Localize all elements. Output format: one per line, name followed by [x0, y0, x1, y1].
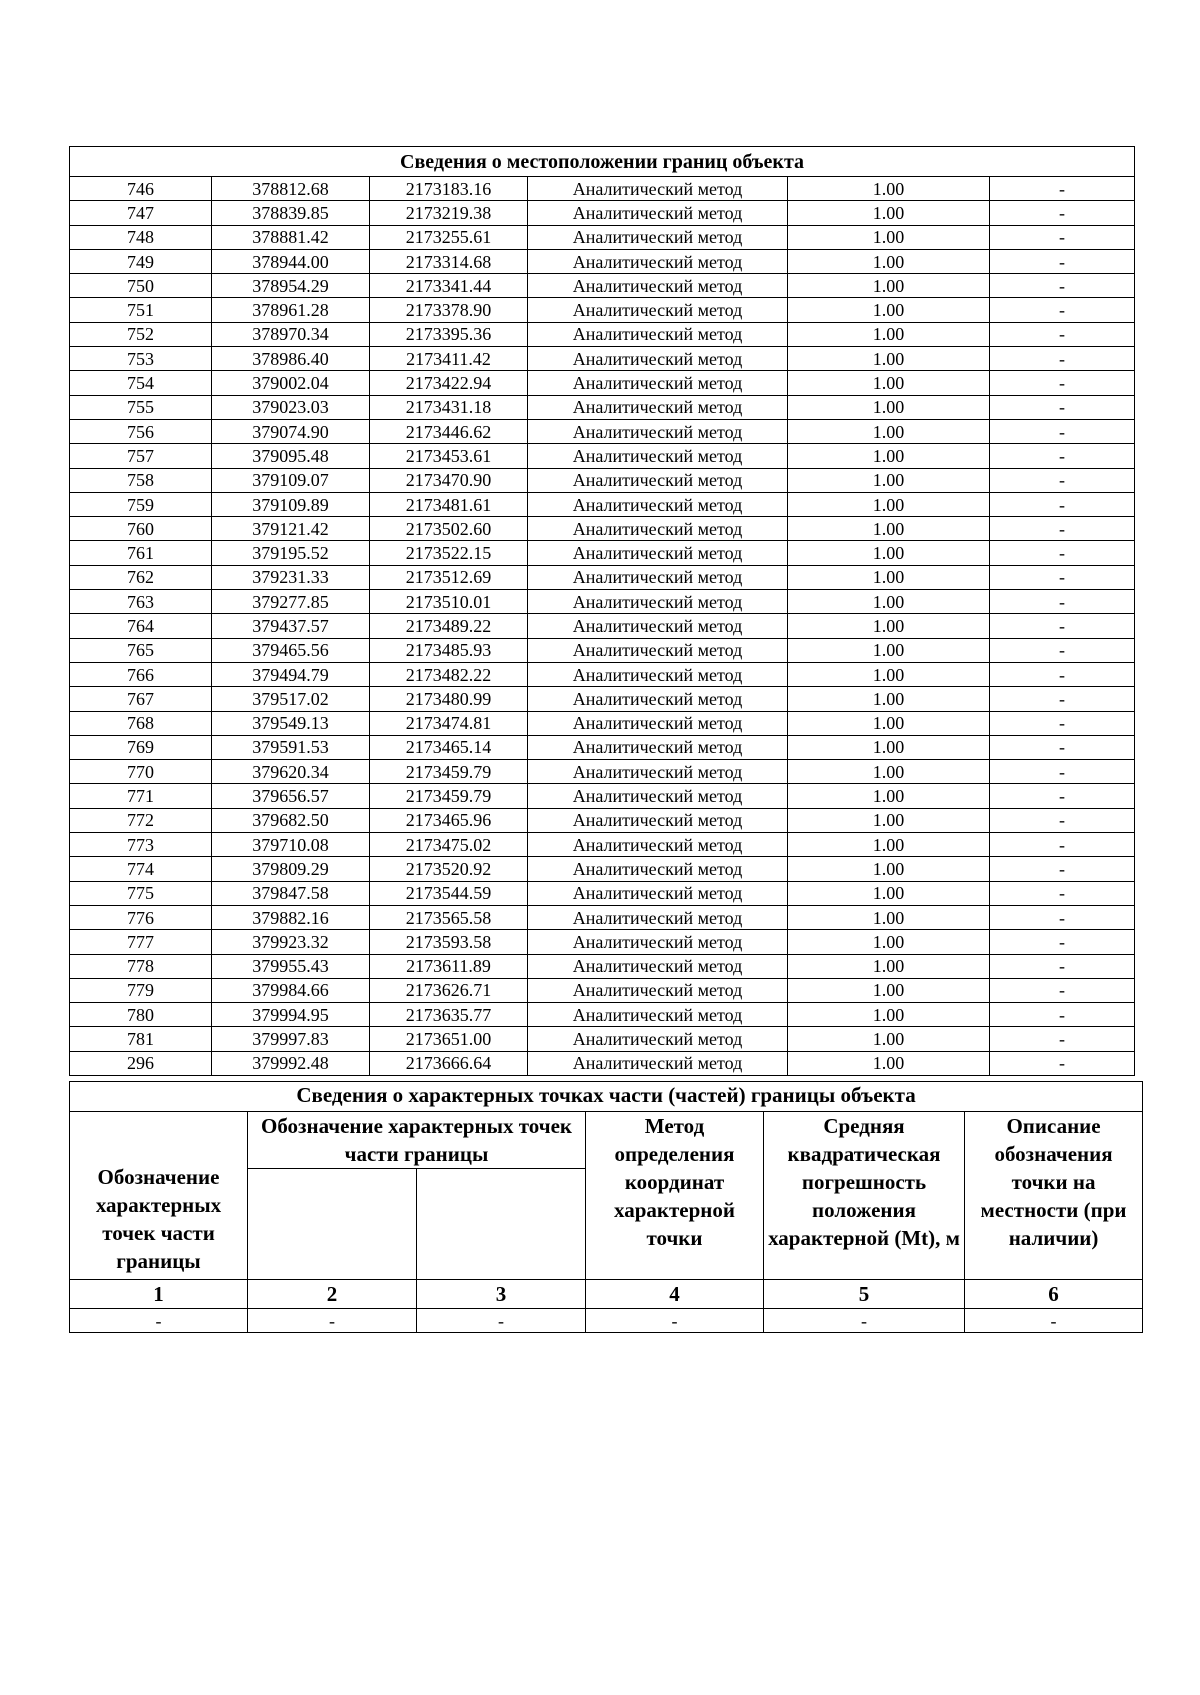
coord-y-cell: 2173465.96: [370, 808, 528, 832]
column-number: 5: [764, 1280, 965, 1309]
table-row: [70, 784, 1135, 808]
coord-y-cell: 2173395.36: [370, 322, 528, 346]
description-cell: -: [990, 468, 1135, 492]
coord-y-cell: 2173565.58: [370, 905, 528, 929]
method-cell: Аналитический метод: [528, 857, 788, 881]
table-row: [70, 249, 1135, 273]
method-cell: Аналитический метод: [528, 225, 788, 249]
coord-x-cell: 379095.48: [212, 444, 370, 468]
coord-x-cell: 379002.04: [212, 371, 370, 395]
method-cell: Аналитический метод: [528, 395, 788, 419]
mean-error-cell: 1.00: [788, 492, 990, 516]
coord-x-cell: 378839.85: [212, 201, 370, 225]
mean-error-cell: 1.00: [788, 857, 990, 881]
coord-y-cell: 2173474.81: [370, 711, 528, 735]
point-number-cell: 758: [70, 468, 212, 492]
table-row: [70, 1051, 1135, 1075]
coord-y-cell: 2173183.16: [370, 177, 528, 201]
mean-error-cell: 1.00: [788, 590, 990, 614]
coord-x-cell: 379955.43: [212, 954, 370, 978]
coord-x-cell: 379882.16: [212, 905, 370, 929]
mean-error-cell: 1.00: [788, 687, 990, 711]
method-cell: Аналитический метод: [528, 541, 788, 565]
mean-error-cell: 1.00: [788, 808, 990, 832]
method-cell: Аналитический метод: [528, 419, 788, 443]
point-number-cell: 749: [70, 249, 212, 273]
table-row: [70, 833, 1135, 857]
coord-x-cell: 379437.57: [212, 614, 370, 638]
table-row: [70, 419, 1135, 443]
method-cell: Аналитический метод: [528, 954, 788, 978]
parts-cell: -: [764, 1309, 965, 1333]
point-number-cell: 761: [70, 541, 212, 565]
coord-x-cell: 378881.42: [212, 225, 370, 249]
table-row: [70, 225, 1135, 249]
parts-cell: -: [70, 1309, 248, 1333]
mean-error-cell: 1.00: [788, 347, 990, 371]
point-number-cell: 765: [70, 638, 212, 662]
mean-error-cell: 1.00: [788, 881, 990, 905]
parts-table-title: Сведения о характерных точках части (частей) границы объекта: [70, 1082, 1143, 1112]
description-cell: -: [990, 711, 1135, 735]
coord-x-cell: 379682.50: [212, 808, 370, 832]
coord-x-cell: 378954.29: [212, 274, 370, 298]
mean-error-cell: 1.00: [788, 225, 990, 249]
point-number-cell: 764: [70, 614, 212, 638]
table-row: [70, 1309, 1143, 1333]
coord-y-cell: 2173489.22: [370, 614, 528, 638]
header-subcol-2: [248, 1169, 417, 1280]
description-cell: -: [990, 395, 1135, 419]
point-number-cell: 777: [70, 930, 212, 954]
point-number-cell: 781: [70, 1027, 212, 1051]
point-number-cell: 779: [70, 978, 212, 1002]
header-subcol-3: [417, 1169, 586, 1280]
coord-x-cell: 378986.40: [212, 347, 370, 371]
description-cell: -: [990, 225, 1135, 249]
coord-y-cell: 2173520.92: [370, 857, 528, 881]
point-number-cell: 752: [70, 322, 212, 346]
point-number-cell: 754: [70, 371, 212, 395]
coord-y-cell: 2173422.94: [370, 371, 528, 395]
mean-error-cell: 1.00: [788, 662, 990, 686]
mean-error-cell: 1.00: [788, 1051, 990, 1075]
mean-error-cell: 1.00: [788, 517, 990, 541]
coord-y-cell: 2173480.99: [370, 687, 528, 711]
description-cell: -: [990, 954, 1135, 978]
header-mean-error: Средняя квадратическая погрешность положения характерной (Mt), м: [764, 1112, 965, 1280]
coord-y-cell: 2173611.89: [370, 954, 528, 978]
coord-x-cell: 379847.58: [212, 881, 370, 905]
description-cell: -: [990, 249, 1135, 273]
mean-error-cell: 1.00: [788, 614, 990, 638]
coord-y-cell: 2173482.22: [370, 662, 528, 686]
point-number-cell: 747: [70, 201, 212, 225]
mean-error-cell: 1.00: [788, 541, 990, 565]
coord-x-cell: 379074.90: [212, 419, 370, 443]
coord-y-cell: 2173544.59: [370, 881, 528, 905]
coord-x-cell: 379517.02: [212, 687, 370, 711]
column-number: 1: [70, 1280, 248, 1309]
mean-error-cell: 1.00: [788, 468, 990, 492]
point-number-cell: 750: [70, 274, 212, 298]
mean-error-cell: 1.00: [788, 444, 990, 468]
coord-x-cell: 379121.42: [212, 517, 370, 541]
method-cell: Аналитический метод: [528, 201, 788, 225]
mean-error-cell: 1.00: [788, 274, 990, 298]
table-row: [70, 808, 1135, 832]
description-cell: -: [990, 492, 1135, 516]
point-number-cell: 755: [70, 395, 212, 419]
point-number-cell: 771: [70, 784, 212, 808]
point-number-cell: 762: [70, 565, 212, 589]
coord-x-cell: 379277.85: [212, 590, 370, 614]
mean-error-cell: 1.00: [788, 177, 990, 201]
mean-error-cell: 1.00: [788, 638, 990, 662]
coord-y-cell: 2173626.71: [370, 978, 528, 1002]
table-row: [70, 711, 1135, 735]
coord-y-cell: 2173431.18: [370, 395, 528, 419]
method-cell: Аналитический метод: [528, 735, 788, 759]
mean-error-cell: 1.00: [788, 930, 990, 954]
description-cell: -: [990, 177, 1135, 201]
mean-error-cell: 1.00: [788, 760, 990, 784]
mean-error-cell: 1.00: [788, 419, 990, 443]
description-cell: -: [990, 347, 1135, 371]
locations-title-row: [70, 147, 1135, 177]
coord-y-cell: 2173314.68: [370, 249, 528, 273]
description-cell: -: [990, 857, 1135, 881]
mean-error-cell: 1.00: [788, 201, 990, 225]
coord-y-cell: 2173502.60: [370, 517, 528, 541]
coord-x-cell: 379923.32: [212, 930, 370, 954]
point-number-cell: 768: [70, 711, 212, 735]
coord-y-cell: 2173459.79: [370, 784, 528, 808]
locations-table-title: Сведения о местоположении границ объекта: [70, 147, 1135, 177]
method-cell: Аналитический метод: [528, 711, 788, 735]
description-cell: -: [990, 541, 1135, 565]
table-row: [70, 395, 1135, 419]
coord-x-cell: 379591.53: [212, 735, 370, 759]
table-row: [70, 735, 1135, 759]
table-row: [70, 177, 1135, 201]
column-number: 2: [248, 1280, 417, 1309]
mean-error-cell: 1.00: [788, 395, 990, 419]
parts-cell: -: [417, 1309, 586, 1333]
coord-x-cell: 379494.79: [212, 662, 370, 686]
parts-cell: -: [248, 1309, 417, 1333]
parts-cell: -: [965, 1309, 1143, 1333]
description-cell: -: [990, 517, 1135, 541]
point-number-cell: 296: [70, 1051, 212, 1075]
method-cell: Аналитический метод: [528, 808, 788, 832]
parts-table: [69, 1081, 1143, 1333]
coord-x-cell: 379549.13: [212, 711, 370, 735]
description-cell: -: [990, 784, 1135, 808]
table-row: [70, 347, 1135, 371]
coord-y-cell: 2173475.02: [370, 833, 528, 857]
table-row: [70, 322, 1135, 346]
point-number-cell: 769: [70, 735, 212, 759]
coord-x-cell: 379465.56: [212, 638, 370, 662]
mean-error-cell: 1.00: [788, 249, 990, 273]
description-cell: -: [990, 930, 1135, 954]
point-number-cell: 775: [70, 881, 212, 905]
method-cell: Аналитический метод: [528, 444, 788, 468]
coord-y-cell: 2173510.01: [370, 590, 528, 614]
description-cell: -: [990, 833, 1135, 857]
table-row: [70, 662, 1135, 686]
description-cell: -: [990, 590, 1135, 614]
column-number: 3: [417, 1280, 586, 1309]
point-number-cell: 766: [70, 662, 212, 686]
description-cell: -: [990, 298, 1135, 322]
coord-x-cell: 379620.34: [212, 760, 370, 784]
coord-y-cell: 2173481.61: [370, 492, 528, 516]
coord-y-cell: 2173465.14: [370, 735, 528, 759]
coord-x-cell: 379984.66: [212, 978, 370, 1002]
coord-y-cell: 2173459.79: [370, 760, 528, 784]
header-method: Метод определения координат характерной точки: [586, 1112, 764, 1280]
table-row: [70, 857, 1135, 881]
table-row: [70, 444, 1135, 468]
mean-error-cell: 1.00: [788, 371, 990, 395]
coord-x-cell: 378961.28: [212, 298, 370, 322]
table-row: [70, 541, 1135, 565]
method-cell: Аналитический метод: [528, 298, 788, 322]
table-row: [70, 1027, 1135, 1051]
mean-error-cell: 1.00: [788, 978, 990, 1002]
description-cell: -: [990, 444, 1135, 468]
mean-error-cell: 1.00: [788, 735, 990, 759]
mean-error-cell: 1.00: [788, 1003, 990, 1027]
method-cell: Аналитический метод: [528, 930, 788, 954]
description-cell: -: [990, 419, 1135, 443]
coord-x-cell: 379109.89: [212, 492, 370, 516]
coord-y-cell: 2173378.90: [370, 298, 528, 322]
method-cell: Аналитический метод: [528, 833, 788, 857]
coord-y-cell: 2173341.44: [370, 274, 528, 298]
table-row: [70, 371, 1135, 395]
description-cell: -: [990, 638, 1135, 662]
point-number-cell: 759: [70, 492, 212, 516]
coord-y-cell: 2173219.38: [370, 201, 528, 225]
method-cell: Аналитический метод: [528, 978, 788, 1002]
table-row: [70, 905, 1135, 929]
point-number-cell: 748: [70, 225, 212, 249]
mean-error-cell: 1.00: [788, 322, 990, 346]
point-number-cell: 776: [70, 905, 212, 929]
coord-x-cell: 378944.00: [212, 249, 370, 273]
mean-error-cell: 1.00: [788, 905, 990, 929]
column-number: 4: [586, 1280, 764, 1309]
mean-error-cell: 1.00: [788, 565, 990, 589]
point-number-cell: 751: [70, 298, 212, 322]
table-row: [70, 590, 1135, 614]
coord-x-cell: 379992.48: [212, 1051, 370, 1075]
method-cell: Аналитический метод: [528, 905, 788, 929]
table-row: [70, 978, 1135, 1002]
description-cell: -: [990, 735, 1135, 759]
description-cell: -: [990, 881, 1135, 905]
coord-x-cell: 378970.34: [212, 322, 370, 346]
coord-y-cell: 2173255.61: [370, 225, 528, 249]
coord-y-cell: 2173411.42: [370, 347, 528, 371]
coord-y-cell: 2173593.58: [370, 930, 528, 954]
table-row: [70, 565, 1135, 589]
description-cell: -: [990, 371, 1135, 395]
coord-y-cell: 2173651.00: [370, 1027, 528, 1051]
description-cell: -: [990, 978, 1135, 1002]
point-number-cell: 773: [70, 833, 212, 857]
coord-y-cell: 2173453.61: [370, 444, 528, 468]
table-row: [70, 954, 1135, 978]
coord-x-cell: 379656.57: [212, 784, 370, 808]
description-cell: -: [990, 687, 1135, 711]
column-number: 6: [965, 1280, 1143, 1309]
coord-x-cell: 379809.29: [212, 857, 370, 881]
point-number-cell: 778: [70, 954, 212, 978]
description-cell: -: [990, 201, 1135, 225]
description-cell: -: [990, 1051, 1135, 1075]
description-cell: -: [990, 760, 1135, 784]
method-cell: Аналитический метод: [528, 687, 788, 711]
table-row: [70, 614, 1135, 638]
point-number-cell: 780: [70, 1003, 212, 1027]
method-cell: Аналитический метод: [528, 517, 788, 541]
table-row: [70, 760, 1135, 784]
coord-y-cell: 2173635.77: [370, 1003, 528, 1027]
coord-x-cell: 379994.95: [212, 1003, 370, 1027]
method-cell: Аналитический метод: [528, 565, 788, 589]
coord-x-cell: 379109.07: [212, 468, 370, 492]
method-cell: Аналитический метод: [528, 638, 788, 662]
description-cell: -: [990, 905, 1135, 929]
description-cell: -: [990, 274, 1135, 298]
table-row: [70, 274, 1135, 298]
method-cell: Аналитический метод: [528, 347, 788, 371]
table-row: [70, 517, 1135, 541]
table-row: [70, 1003, 1135, 1027]
mean-error-cell: 1.00: [788, 298, 990, 322]
method-cell: Аналитический метод: [528, 249, 788, 273]
point-number-cell: 753: [70, 347, 212, 371]
method-cell: Аналитический метод: [528, 1027, 788, 1051]
point-number-cell: 763: [70, 590, 212, 614]
header-description: Описание обозначения точки на местности (при наличии): [965, 1112, 1143, 1280]
method-cell: Аналитический метод: [528, 614, 788, 638]
method-cell: Аналитический метод: [528, 468, 788, 492]
description-cell: -: [990, 1003, 1135, 1027]
coord-x-cell: 379997.83: [212, 1027, 370, 1051]
table-row: [70, 930, 1135, 954]
coord-x-cell: 379023.03: [212, 395, 370, 419]
header-point-designation: Обозначение характерных точек части границы: [70, 1112, 248, 1280]
column-numbers-row: [70, 1280, 1143, 1309]
mean-error-cell: 1.00: [788, 711, 990, 735]
table-row: [70, 468, 1135, 492]
method-cell: Аналитический метод: [528, 760, 788, 784]
coord-y-cell: 2173446.62: [370, 419, 528, 443]
table-row: [70, 201, 1135, 225]
coord-x-cell: 379195.52: [212, 541, 370, 565]
mean-error-cell: 1.00: [788, 833, 990, 857]
description-cell: -: [990, 1027, 1135, 1051]
coord-y-cell: 2173522.15: [370, 541, 528, 565]
mean-error-cell: 1.00: [788, 784, 990, 808]
coord-x-cell: 378812.68: [212, 177, 370, 201]
method-cell: Аналитический метод: [528, 492, 788, 516]
method-cell: Аналитический метод: [528, 177, 788, 201]
point-number-cell: 760: [70, 517, 212, 541]
description-cell: -: [990, 662, 1135, 686]
method-cell: Аналитический метод: [528, 322, 788, 346]
mean-error-cell: 1.00: [788, 1027, 990, 1051]
description-cell: -: [990, 565, 1135, 589]
table-row: [70, 638, 1135, 662]
method-cell: Аналитический метод: [528, 662, 788, 686]
method-cell: Аналитический метод: [528, 371, 788, 395]
parts-header-row: [70, 1112, 1143, 1169]
method-cell: Аналитический метод: [528, 590, 788, 614]
coord-x-cell: 379710.08: [212, 833, 370, 857]
point-number-cell: 767: [70, 687, 212, 711]
coord-y-cell: 2173485.93: [370, 638, 528, 662]
method-cell: Аналитический метод: [528, 784, 788, 808]
method-cell: Аналитический метод: [528, 1051, 788, 1075]
locations-table: [69, 146, 1135, 1076]
point-number-cell: 770: [70, 760, 212, 784]
table-row: [70, 492, 1135, 516]
point-number-cell: 746: [70, 177, 212, 201]
description-cell: -: [990, 322, 1135, 346]
header-point-designation-part: Обозначение характерных точек части границы: [248, 1112, 586, 1169]
point-number-cell: 757: [70, 444, 212, 468]
method-cell: Аналитический метод: [528, 881, 788, 905]
description-cell: -: [990, 614, 1135, 638]
point-number-cell: 772: [70, 808, 212, 832]
coord-y-cell: 2173512.69: [370, 565, 528, 589]
point-number-cell: 756: [70, 419, 212, 443]
table-row: [70, 298, 1135, 322]
method-cell: Аналитический метод: [528, 1003, 788, 1027]
point-number-cell: 774: [70, 857, 212, 881]
parts-title-row: [70, 1082, 1143, 1112]
mean-error-cell: 1.00: [788, 954, 990, 978]
table-row: [70, 687, 1135, 711]
description-cell: -: [990, 808, 1135, 832]
method-cell: Аналитический метод: [528, 274, 788, 298]
coord-y-cell: 2173666.64: [370, 1051, 528, 1075]
coord-y-cell: 2173470.90: [370, 468, 528, 492]
coord-x-cell: 379231.33: [212, 565, 370, 589]
parts-cell: -: [586, 1309, 764, 1333]
table-row: [70, 881, 1135, 905]
